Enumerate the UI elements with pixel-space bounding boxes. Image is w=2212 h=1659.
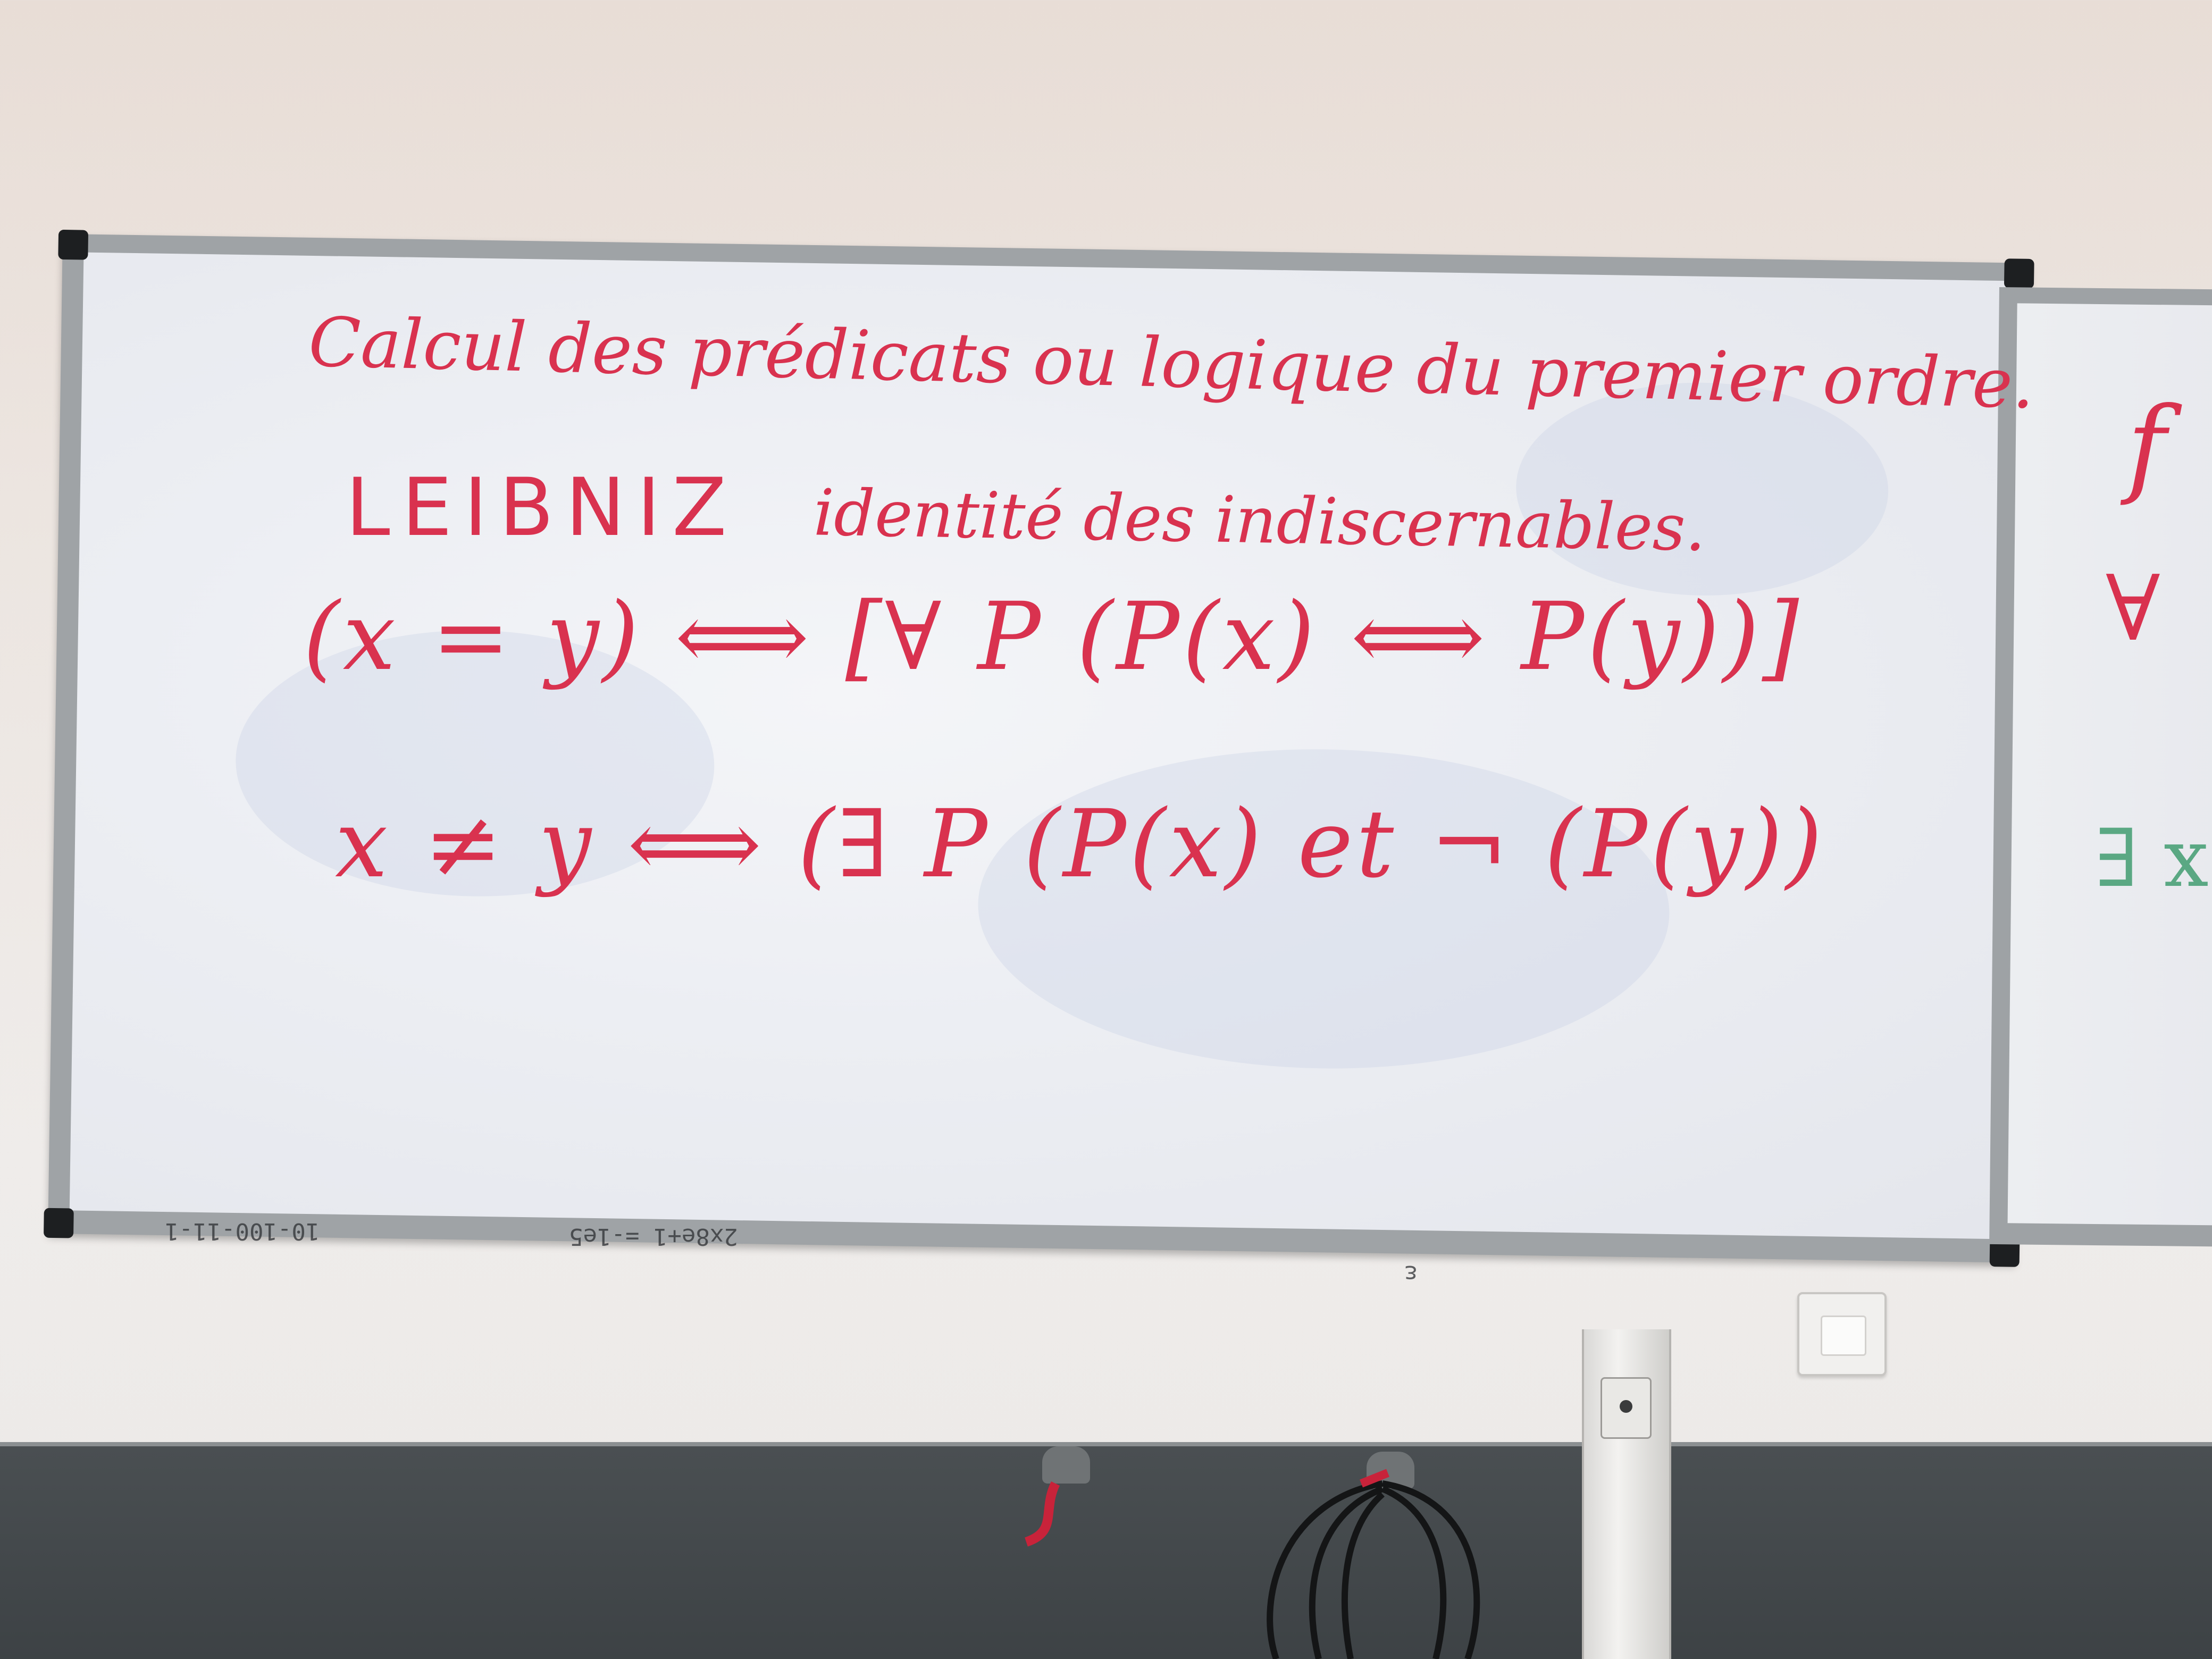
board-equation-difference: x ≠ y ⟺ (∃ P (P(x) et ¬ (P(y)) <box>335 790 1826 899</box>
coiled-cable <box>1270 1484 1477 1659</box>
wall-scribble-middle: 2x8e+1 =-1e5 <box>569 1223 738 1250</box>
board-title-line: Calcul des prédicats ou logique du premier ordre. <box>307 303 2035 424</box>
board-principle: identité des indiscernables. <box>812 476 1706 566</box>
wall-scribble-right: ε <box>1404 1260 1418 1287</box>
board-equation-identity: (x = y) ⟺ [∀ P (P(x) ⟺ P(y))] <box>303 582 1803 691</box>
side-board-fragment-f: f <box>2127 384 2167 508</box>
side-board-fragment-forall: ∀ <box>2106 556 2160 661</box>
board-name-leibniz: LEIBNIZ <box>346 462 739 554</box>
side-board-fragment-exists: ∃ x <box>2095 812 2209 905</box>
wall-scribble-left: 10-100-11-1 <box>165 1218 320 1245</box>
red-strap <box>1026 1484 1055 1542</box>
